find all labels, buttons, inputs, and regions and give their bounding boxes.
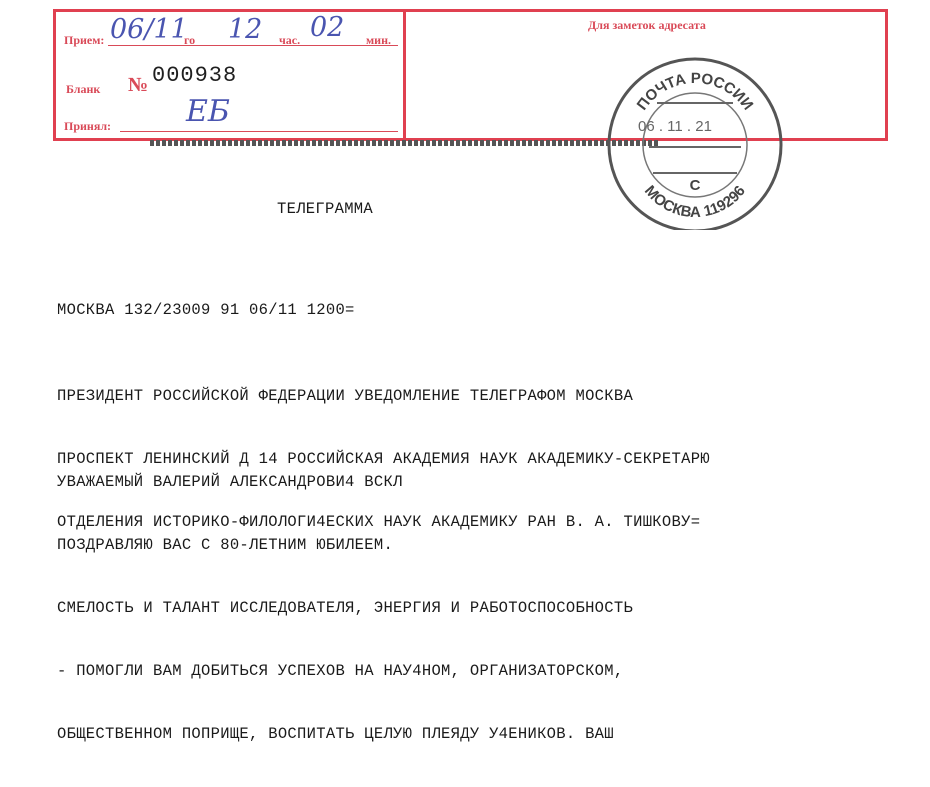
priem-underline xyxy=(108,45,398,46)
message-line: ПОЗДРАВЛЯЮ ВАС С 80-ЛЕТНИМ ЮБИЛЕЕМ. xyxy=(57,536,394,554)
blank-label: Бланк xyxy=(66,82,101,96)
perforation-dashes xyxy=(150,140,660,146)
stamp-bottom-text: МОСКВА 119296 xyxy=(641,182,749,222)
notes-label: Для заметок адресата xyxy=(588,18,706,32)
number-sign: № xyxy=(128,74,149,96)
telegram-header: МОСКВА 132/23009 91 06/11 1200= xyxy=(57,301,355,319)
address-line: ПРЕЗИДЕНТ РОССИЙСКОЙ ФЕДЕРАЦИИ УВЕДОМЛЕНИЕ ТЕЛЕГРАФОМ МОСКВА xyxy=(57,387,634,405)
min-label: мин. xyxy=(366,33,392,47)
handwritten-date: 06/11 xyxy=(110,14,188,45)
message-line: - ПОМОГЛИ ВАМ ДОБИТЬСЯ УСПЕХОВ НА НАУ4НОМ, ОРГАНИЗАТОРСКОМ, xyxy=(57,662,624,680)
address-line: ПРОСПЕКТ ЛЕНИНСКИЙ Д 14 РОССИЙСКАЯ АКАДЕМИЯ НАУК АКАДЕМИКУ-СЕКРЕТАРЮ xyxy=(57,450,710,468)
prinyal-label: Принял: xyxy=(64,119,112,133)
stamp-top-text: ПОЧТА РОССИИ xyxy=(633,69,757,114)
chas-label: час. xyxy=(279,33,301,47)
address-line: ОТДЕЛЕНИЯ ИСТОРИКО-ФИЛОЛОГИ4ЕСКИХ НАУК АКАДЕМИКУ РАН В. А. ТИШКОВУ= xyxy=(57,513,701,531)
telegram-title: ТЕЛЕГРАММА xyxy=(277,200,374,218)
message-line: ОБЩЕСТВЕННОМ ПОПРИЩЕ, ВОСПИТАТЬ ЦЕЛУЮ ПЛЕЯДУ У4ЕНИКОВ. ВАШ xyxy=(57,725,614,743)
prinyal-underline xyxy=(120,131,398,132)
stamp-letter: С xyxy=(689,177,701,194)
handwritten-hour: 12 xyxy=(228,14,263,45)
priem-label: Прием: xyxy=(64,33,105,47)
handwritten-minutes: 02 xyxy=(310,12,345,43)
form-divider xyxy=(403,9,406,141)
message-line: СМЕЛОСТЬ И ТАЛАНТ ИССЛЕДОВАТЕЛЯ, ЭНЕРГИЯ И РАБОТОСПОСОБНОСТЬ xyxy=(57,599,634,617)
go-label: го xyxy=(184,33,196,47)
message-line: УВАЖАЕМЫЙ ВАЛЕРИЙ АЛЕКСАНДРОВИ4 ВСКЛ xyxy=(57,473,403,491)
handwritten-signature: ЕБ xyxy=(186,94,230,129)
blank-number: 000938 xyxy=(152,63,238,88)
post-stamp-seal xyxy=(605,55,785,230)
stamp-date: 06 . 11 . 21 xyxy=(638,118,712,135)
message-block xyxy=(57,430,633,787)
